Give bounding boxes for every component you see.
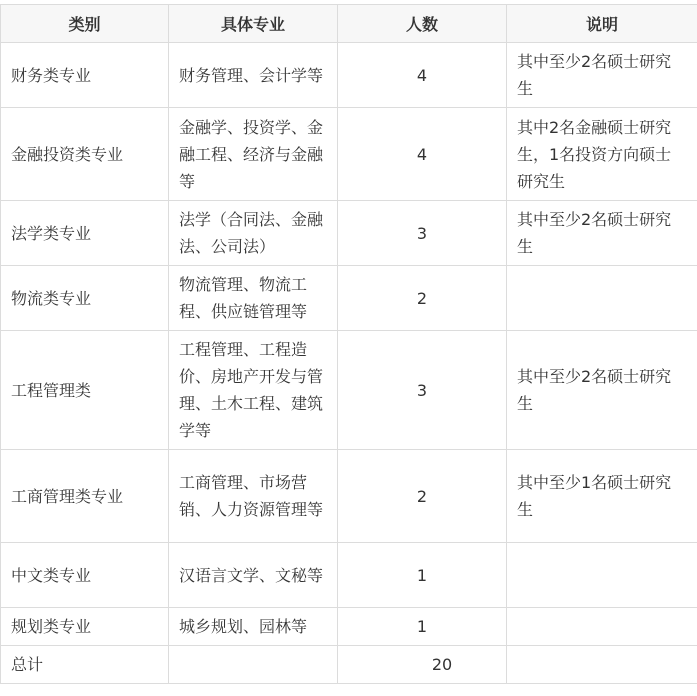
cell-majors: 工商管理、市场营销、人力资源管理等 (169, 450, 338, 543)
table-header-row (1, 5, 697, 43)
cell-note (507, 266, 697, 331)
table-row (1, 266, 697, 331)
table-row (1, 108, 697, 201)
header-note: 说明 (507, 5, 697, 43)
recruitment-table (0, 4, 697, 684)
header-category: 类别 (1, 5, 169, 43)
total-count: 20 (338, 646, 507, 684)
cell-count: 4 (338, 108, 507, 201)
cell-majors: 财务管理、会计学等 (169, 43, 338, 108)
total-note (507, 646, 697, 684)
cell-count: 3 (338, 201, 507, 266)
cell-category: 中文类专业 (1, 543, 169, 608)
table-row (1, 543, 697, 608)
cell-note: 其中至少2名硕士研究生 (507, 201, 697, 266)
cell-note (507, 608, 697, 646)
total-row (1, 646, 697, 684)
cell-majors: 金融学、投资学、金融工程、经济与金融等 (169, 108, 338, 201)
cell-count: 4 (338, 43, 507, 108)
cell-note (507, 543, 697, 608)
cell-category: 财务类专业 (1, 43, 169, 108)
table-row (1, 608, 697, 646)
table-row (1, 201, 697, 266)
cell-majors: 物流管理、物流工程、供应链管理等 (169, 266, 338, 331)
total-majors (169, 646, 338, 684)
cell-category: 规划类专业 (1, 608, 169, 646)
cell-category: 物流类专业 (1, 266, 169, 331)
cell-count: 1 (338, 608, 507, 646)
header-count: 人数 (338, 5, 507, 43)
cell-majors: 工程管理、工程造价、房地产开发与管理、土木工程、建筑学等 (169, 331, 338, 450)
cell-category: 法学类专业 (1, 201, 169, 266)
cell-count: 1 (338, 543, 507, 608)
cell-category: 工程管理类 (1, 331, 169, 450)
cell-count: 2 (338, 266, 507, 331)
cell-note: 其中至少1名硕士研究生 (507, 450, 697, 543)
cell-category: 金融投资类专业 (1, 108, 169, 201)
cell-note: 其中至少2名硕士研究生 (507, 43, 697, 108)
cell-note: 其中2名金融硕士研究生，1名投资方向硕士研究生 (507, 108, 697, 201)
cell-majors: 城乡规划、园林等 (169, 608, 338, 646)
cell-count: 2 (338, 450, 507, 543)
cell-count: 3 (338, 331, 507, 450)
cell-majors: 法学（合同法、金融法、公司法） (169, 201, 338, 266)
table-row (1, 331, 697, 450)
total-label: 总计 (1, 646, 169, 684)
cell-majors: 汉语言文学、文秘等 (169, 543, 338, 608)
table-row (1, 450, 697, 543)
cell-category: 工商管理类专业 (1, 450, 169, 543)
table-row (1, 43, 697, 108)
header-majors: 具体专业 (169, 5, 338, 43)
cell-note: 其中至少2名硕士研究生 (507, 331, 697, 450)
